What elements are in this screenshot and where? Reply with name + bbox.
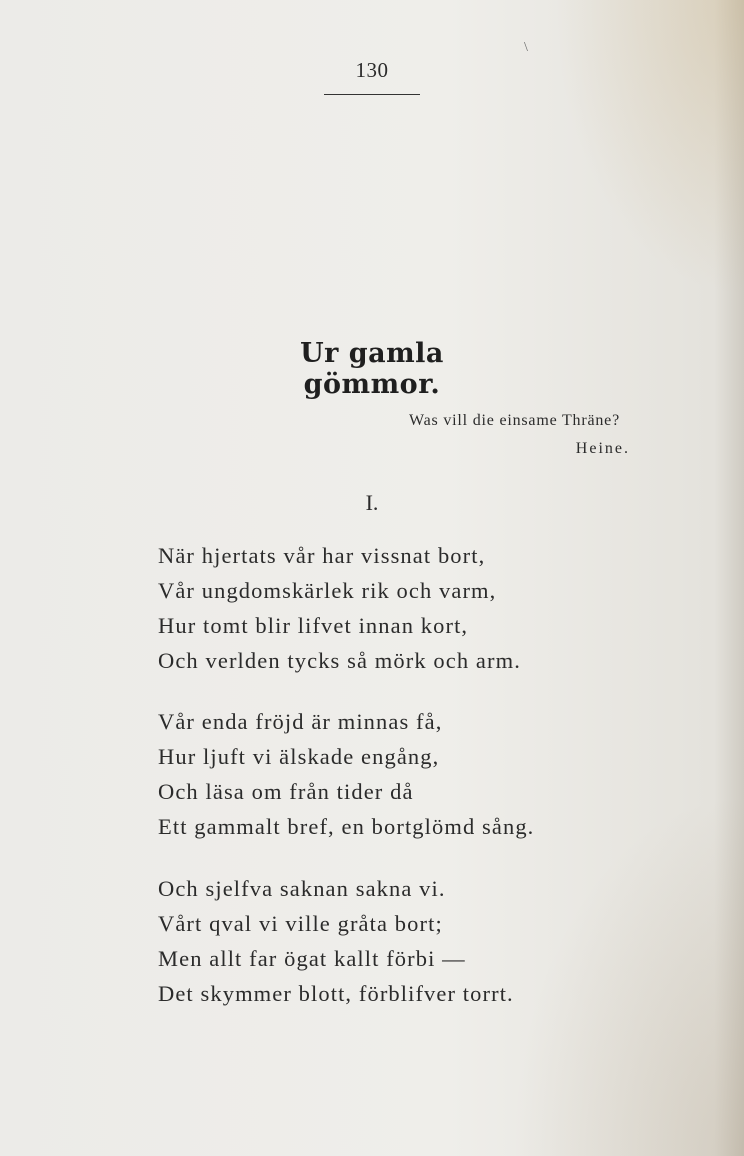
poem-line: Vårt qval vi ville gråta bort;: [158, 911, 443, 936]
poem-line: Vår ungdomskärlek rik och varm,: [158, 578, 497, 603]
epigraph-author: Heine.: [575, 440, 630, 457]
poem-line: Vår enda fröjd är minnas få,: [158, 709, 443, 734]
poem-line: Men allt far ögat kallt förbi —: [158, 946, 466, 971]
stanza-2: [158, 704, 638, 844]
poem-line: Och verlden tycks så mörk och arm.: [158, 648, 521, 673]
header-rule: [324, 94, 420, 95]
poem-line: Hur tomt blir lifvet innan kort,: [158, 613, 469, 638]
stray-mark: \: [524, 40, 528, 55]
poem-line: Och läsa om från tider då: [158, 779, 414, 804]
poem-line: När hjertats vår har vissnat bort,: [158, 543, 486, 568]
poem-line: Ett gammalt bref, en bortglömd sång.: [158, 814, 535, 839]
poem-line: Och sjelfva saknan sakna vi.: [158, 876, 446, 901]
page-number: 130: [355, 58, 389, 82]
poem-line: Hur ljuft vi älskade engång,: [158, 744, 440, 769]
poem-line: Det skymmer blott, förblifver torrt.: [158, 981, 514, 1006]
section-number: I.: [365, 490, 379, 515]
poem-title: Ur gamla gömmor.: [300, 338, 444, 400]
stanza-1: [158, 538, 638, 678]
epigraph-text: Was vill die einsame Thräne?: [409, 412, 620, 429]
stanza-3: [158, 871, 638, 1011]
